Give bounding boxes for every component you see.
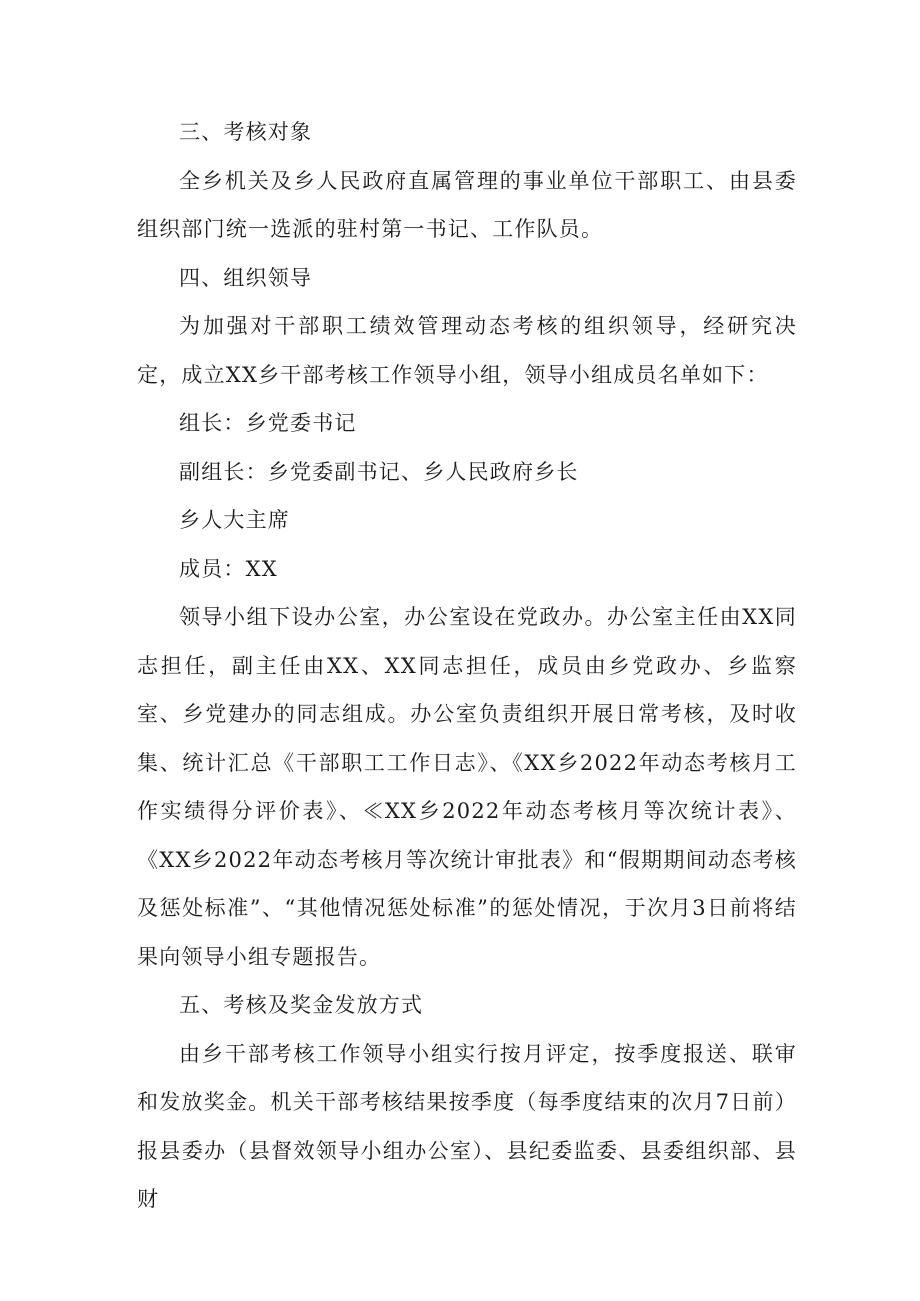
paragraph-group-leader: 组长：乡党委书记 bbox=[179, 411, 357, 435]
section-heading-organization-leadership: 四、组织领导 bbox=[179, 265, 313, 290]
section-heading-assessment-targets: 三、考核对象 bbox=[179, 120, 313, 144]
paragraph-office: 领导小组下设办公室，办公室设在党政办。办公室主任由XX同志担任，副主任由XX、XX同志担任，成员由乡党政办、乡监察室、乡党建办的同志组成。办公室负责组织开展日常考核，及时收集、统计汇总《干部职工工作日志》、《XX乡2022年动态考核月工作实绩得分评价表》、≪XX乡2022年动态考核月等次统计表》、《XX乡2022年动态考核月等次统计审批表》和“假期期间动态考核及惩处标准”、“其他情况惩处标准”的惩处情况，于次月3日前将结果向领导小组专题报告。 bbox=[137, 605, 797, 969]
document-body bbox=[137, 108, 797, 1224]
section-heading-assessment-bonus: 五、考核及奖金发放方式 bbox=[179, 993, 424, 1017]
paragraph-deputy-leader-2: 乡人大主席 bbox=[179, 508, 290, 532]
paragraph-members: 成员：XX bbox=[179, 556, 278, 581]
paragraph-bonus: 由乡干部考核工作领导小组实行按月评定，按季度报送、联审和发放奖金。机关干部考核结果按季度（每季度结束的次月7日前）报县委办（县督效领导小组办公室）、县纪委监委、县委组织部、县财 bbox=[137, 1041, 797, 1211]
paragraph-deputy-leader: 副组长：乡党委副书记、乡人民政府乡长 bbox=[179, 459, 579, 484]
paragraph-leadership-intro: 为加强对干部职工绩效管理动态考核的组织领导，经研究决定，成立XX乡干部考核工作领导小组，领导小组成员名单如下： bbox=[137, 314, 797, 387]
paragraph-assessment-targets: 全乡机关及乡人民政府直属管理的事业单位干部职工、由县委组织部门统一选派的驻村第一书记、工作队员。 bbox=[137, 168, 797, 241]
